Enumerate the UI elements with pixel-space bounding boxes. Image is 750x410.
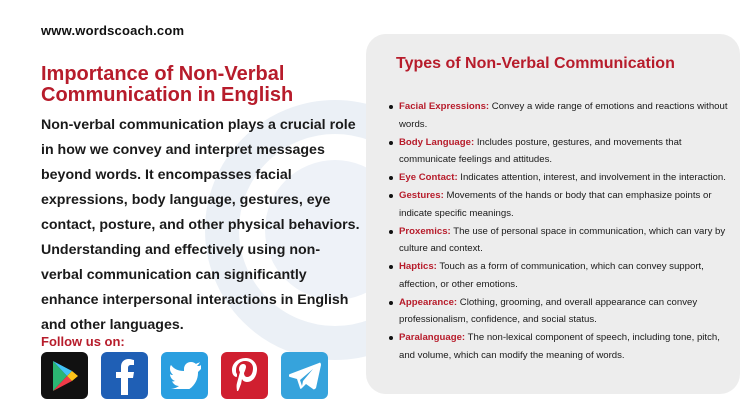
types-list <box>388 98 728 365</box>
site-url[interactable]: www.wordscoach.com <box>41 23 185 38</box>
list-item-text: Includes posture, gestures, and movements that communicate feelings and attitudes. <box>399 136 682 165</box>
twitter-link[interactable] <box>161 352 208 399</box>
list-item-text: Movements of the hands or body that can emphasize points or indicate specific meanings. <box>399 190 712 219</box>
list-item <box>388 329 728 364</box>
list-item <box>388 98 728 133</box>
telegram-icon <box>289 362 321 390</box>
list-item-term: Facial Expressions: <box>399 101 490 112</box>
list-item-text: Touch as a form of communication, which can convey support, affection, or other emotions. <box>399 261 704 290</box>
google-play-icon <box>50 360 80 392</box>
pinterest-link[interactable] <box>221 352 268 399</box>
list-item <box>388 258 728 293</box>
pinterest-icon <box>231 358 259 394</box>
twitter-icon <box>169 362 201 389</box>
list-item-term: Gestures: <box>399 190 444 201</box>
list-item-term: Appearance: <box>399 296 458 308</box>
telegram-link[interactable] <box>281 352 328 399</box>
list-item <box>388 134 728 169</box>
list-item-text: Indicates attention, interest, and involvement in the interaction. <box>457 172 726 183</box>
page-title: Importance of Non-Verbal Communication in English <box>41 63 294 106</box>
list-item <box>388 294 728 329</box>
panel-title: Types of Non-Verbal Communication <box>396 55 675 72</box>
list-item <box>388 169 728 187</box>
list-item-text: The use of personal space in communication, which can vary by culture and context. <box>399 225 726 254</box>
list-item <box>388 223 728 258</box>
facebook-icon <box>114 357 136 395</box>
list-item-term: Body Language: <box>399 136 475 148</box>
list-item-text: Clothing, grooming, and overall appearance can convey professionalism, confidence, and social status. <box>399 296 698 325</box>
list-item-term: Proxemics: <box>399 225 451 237</box>
list-item-term: Haptics: <box>399 261 437 272</box>
intro-paragraph: Non-verbal communication plays a crucial role in how we convey and interpret messages beyond words. It encompasses facial expressions, body language, gestures, eye contact, posture, and other physical behaviors. Understanding and effectively using non-verbal communication can significantly enhance interpersonal interactions in English and other languages. <box>41 117 360 333</box>
list-item-term: Eye Contact: <box>399 172 458 183</box>
list-item-text: Convey a wide range of emotions and reactions without words. <box>399 101 728 130</box>
list-item-term: Paralanguage: <box>399 332 466 343</box>
follow-us-label: Follow us on: <box>41 334 125 349</box>
google-play-link[interactable] <box>41 352 88 399</box>
list-item <box>388 187 728 222</box>
list-item-text: The non-lexical component of speech, including tone, pitch, and volume, which can modify the meaning of words. <box>399 332 720 361</box>
facebook-link[interactable] <box>101 352 148 399</box>
social-links <box>41 352 328 399</box>
